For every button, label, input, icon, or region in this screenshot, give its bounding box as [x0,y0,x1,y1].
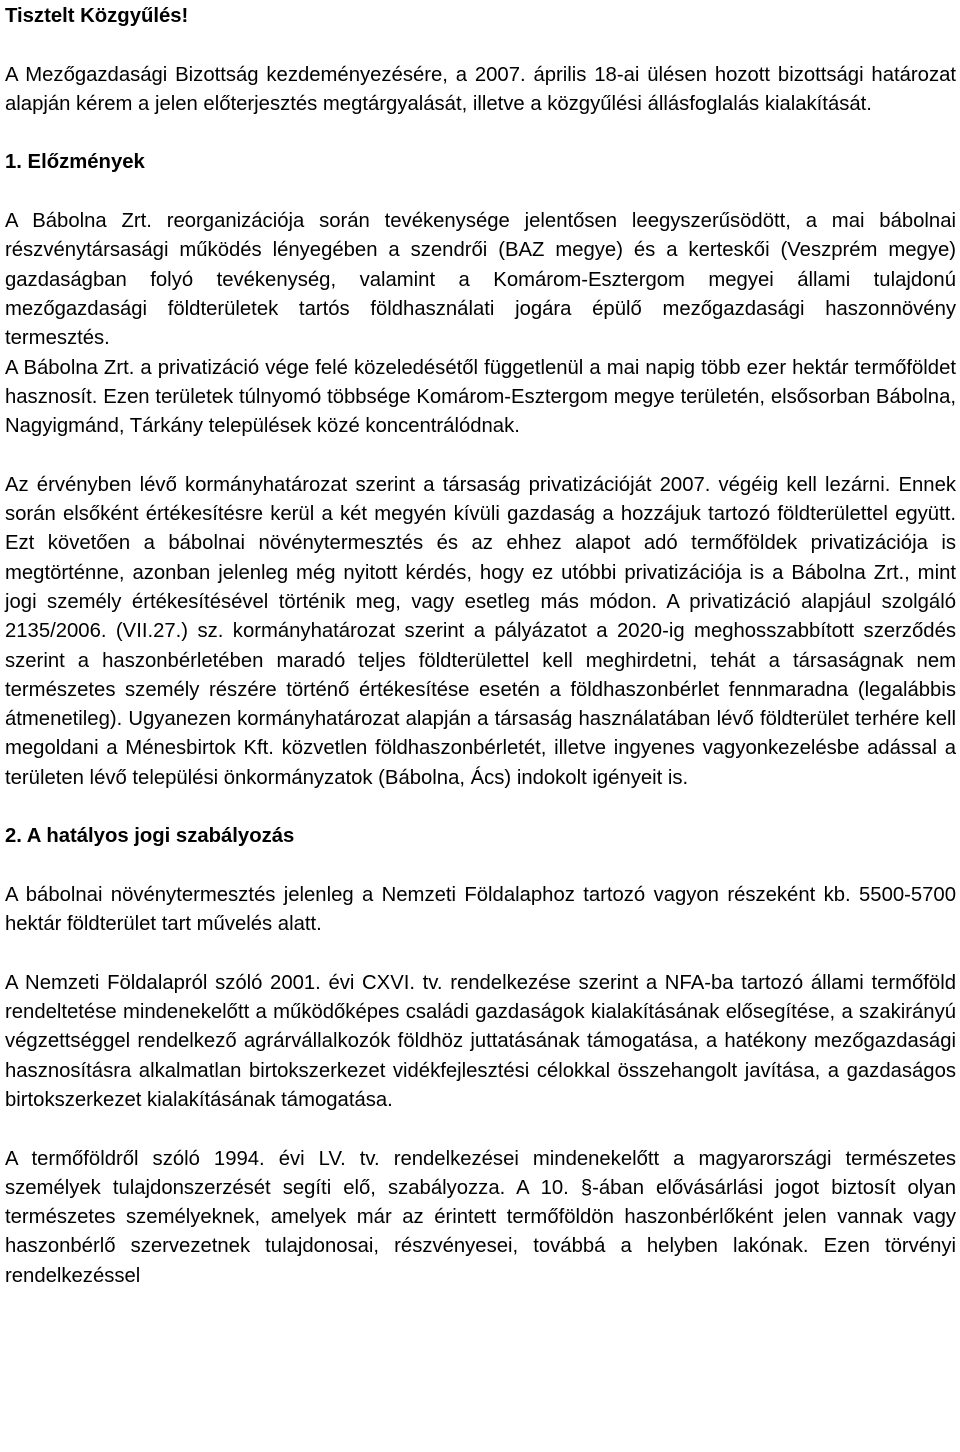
section-2-paragraph-3: A termőföldről szóló 1994. évi LV. tv. rendelkezései mindenekelőtt a magyarországi természetes személyek tulajdonszerzését segíti elő, szabályozza. A 10. §-ában elővásárlási jogot biztosít olyan természetes személyeknek, amelyek már az érintett termőföldön haszonbérlőként jelen vannak vagy haszonbérlő szervezetnek tulajdonosai, részvényesei, továbbá a helyben lakónak. Ezen törvényi rendelkezéssel [5,1147,956,1287]
spacer [5,1115,956,1144]
spacer [5,441,956,470]
spacer [5,793,956,822]
section-1-paragraph-3: Az érvényben lévő kormányhatározat szerint a társaság privatizációját 2007. végéig kell lezárni. Ennek során elsőként értékesítésre kerül a két megyén kívüli gazdaság a hozzájuk tartozó földterülettel együtt. Ezt követően a bábolnai növénytermesztés és az ehhez alapot adó termőföldek privatizációja is megtörténne, azonban jelenleg még nyitott kérdés, hogy ez utóbbi privatizációja is a Bábolna Zrt., mint jogi személy értékesítésével történik meg, vagy esetleg más módon. A privatizáció alapjául szolgáló 2135/2006. (VII.27.) sz. kormányhatározat szerint a pályázatot a 2020-ig meghosszabbított szerződés szerint a haszonbérletében maradó teljes földterülettel kell meghirdetni, tehát a társaságnak nem természetes személy részére történő értékesítése esetén a földhaszonbérlet fennmaradna (legalábbis átmenetileg). Ugyanezen kormányhatározat alapján a társaság használatában lévő földterület terhére kell megoldani a Ménesbirtok Kft. közvetlen földhaszonbérletét, illetve ingyenes vagyonkezelésbe adással a területen lévő települési önkormányzatok (Bábolna, Ács) indokolt igényeit is. [5,473,956,789]
intro-paragraph: A Mezőgazdasági Bizottság kezdeményezésére, a 2007. április 18-ai ülésen hozott bizottsági határozat alapján kérem a jelen előterjesztés megtárgyalását, illetve a közgyűlési állásfoglalás kialakítását. [5,63,956,115]
section-2-paragraph-1: A bábolnai növénytermesztés jelenleg a Nemzeti Földalaphoz tartozó vagyon részeként kb. 5500-5700 hektár földterület tart művelés alatt. [5,883,956,936]
spacer [5,178,956,207]
section-1-title: 1. Előzmények [5,151,145,174]
spacer [5,852,956,881]
greeting: Tisztelt Közgyűlés! [5,5,189,27]
section-2-paragraph-2: A Nemzeti Földalapról szóló 2001. évi CXVI. tv. rendelkezése szerint a NFA-ba tartozó állami termőföld rendeltetése mindenekelőtt a működőképes családi gazdaságok kialakításának elősegítése, a szakirányú végzettséggel rendelkező agrárvállalkozók földhöz juttatásának támogatása, a hatékony mezőgazdasági hasznosításra alkalmatlan birtokszerkezet vidékfejlesztési célokkal összehangolt javítása, a gazdaságos birtokszerkezet kialakításának támogatása. [5,971,956,1111]
spacer [5,31,956,60]
section-1-paragraph-1: A Bábolna Zrt. reorganizációja során tevékenysége jelentősen leegyszerűsödött, a mai bábolnai részvénytársasági működés lényegében a szendrői (BAZ megye) és a kerteskői (Veszprém megye) gazdaságban folyó tevékenység, valamint a Komárom-Esztergom megyei állami tulajdonú mezőgazdasági földterületek tartós földhasználati jogára épülő mezőgazdasági haszonnövény termesztés. [5,210,956,350]
section-1-paragraph-2: A Bábolna Zrt. a privatizáció vége felé közeledésétől függetlenül a mai napig több ezer hektár termőföldet hasznosít. Ezen területek túlnyomó többsége Komárom-Esztergom megye területén, elsősorban Bábolna, Nagyigmánd, Tárkány települések közé koncentrálódnak. [5,356,956,438]
spacer [5,940,956,969]
spacer [5,119,956,148]
section-2-title: 2. A hatályos jogi szabályozás [5,825,295,848]
